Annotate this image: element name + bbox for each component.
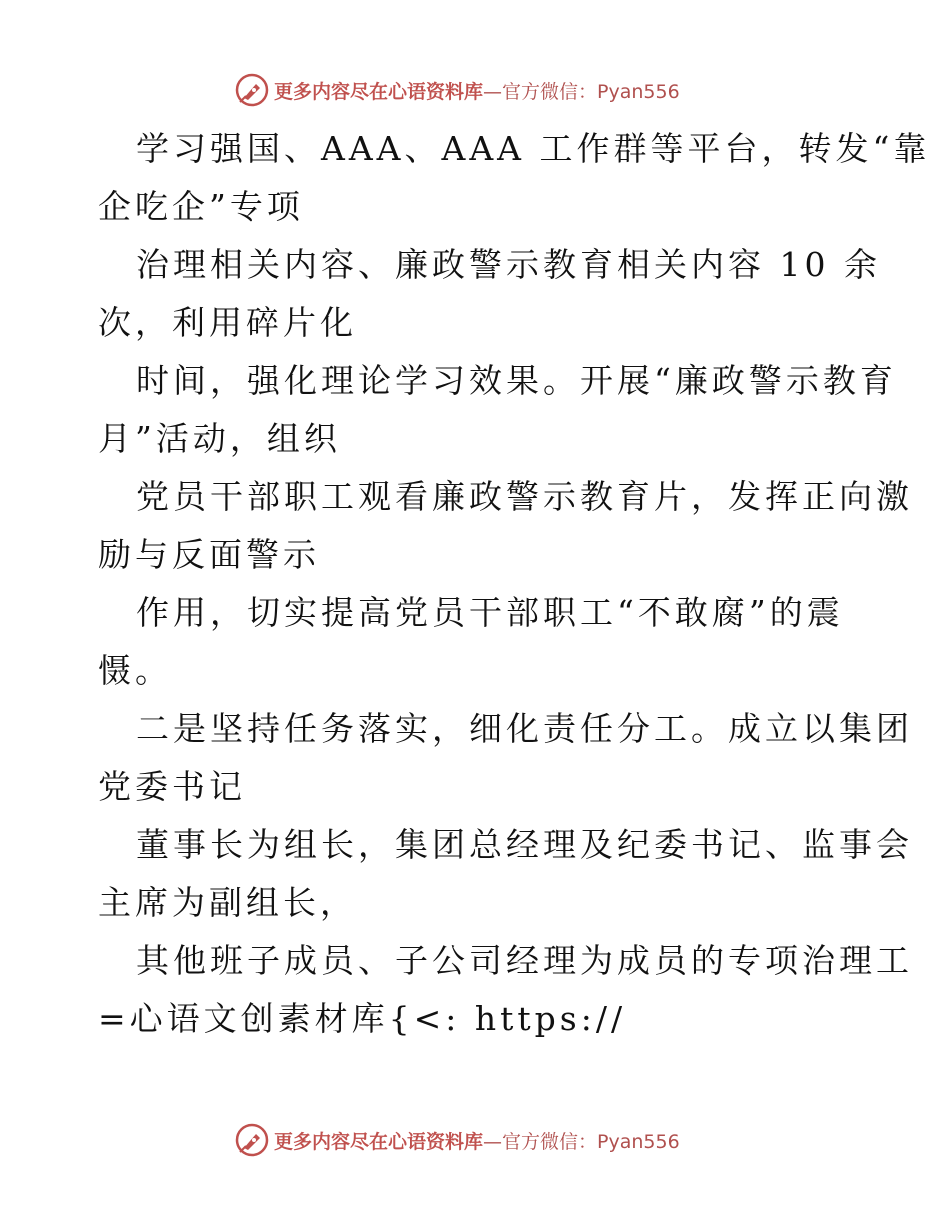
header-banner-contact: —官方微信：Pyan556 — [483, 80, 680, 103]
text-line: 月”活动，组织 — [98, 419, 341, 458]
text-line: 时间，强化理论学习效果。开展“廉政警示教育 — [136, 361, 897, 400]
footer-banner-title: 更多内容尽在心语资料库 — [274, 1130, 484, 1153]
header-banner-title: 更多内容尽在心语资料库 — [274, 80, 484, 103]
header-banner — [234, 70, 680, 110]
text-line: 党委书记 — [98, 767, 246, 806]
text-line: 作用，切实提高党员干部职工“不敢腐”的震 — [136, 593, 844, 632]
pen-nib-logo-icon — [234, 1122, 270, 1158]
text-line: 主席为副组长， — [98, 883, 357, 922]
text-line: 董事长为组长，集团总经理及纪委书记、监事会 — [136, 825, 913, 864]
text-line: 次，利用碎片化 — [98, 303, 357, 342]
text-line: 其他班子成员、子公司经理为成员的专项治理工 — [136, 941, 913, 980]
text-line: 党员干部职工观看廉政警示教育片，发挥正向激 — [136, 477, 913, 516]
text-line: =心语文创素材库{<: https:// — [98, 999, 627, 1038]
footer-banner — [234, 1120, 680, 1160]
footer-banner-contact: —官方微信：Pyan556 — [483, 1130, 680, 1153]
text-line: 励与反面警示 — [98, 535, 320, 574]
pen-nib-logo-icon — [234, 72, 270, 108]
text-line: 学习强国、AAA、AAA 工作群等平台，转发“靠 — [136, 129, 931, 168]
document-body — [98, 120, 931, 1048]
text-line: 企吃企”专项 — [98, 187, 304, 226]
text-line: 二是坚持任务落实，细化责任分工。成立以集团 — [136, 709, 913, 748]
text-line: 治理相关内容、廉政警示教育相关内容 10 余 — [136, 245, 881, 284]
text-line: 慑。 — [98, 651, 172, 690]
